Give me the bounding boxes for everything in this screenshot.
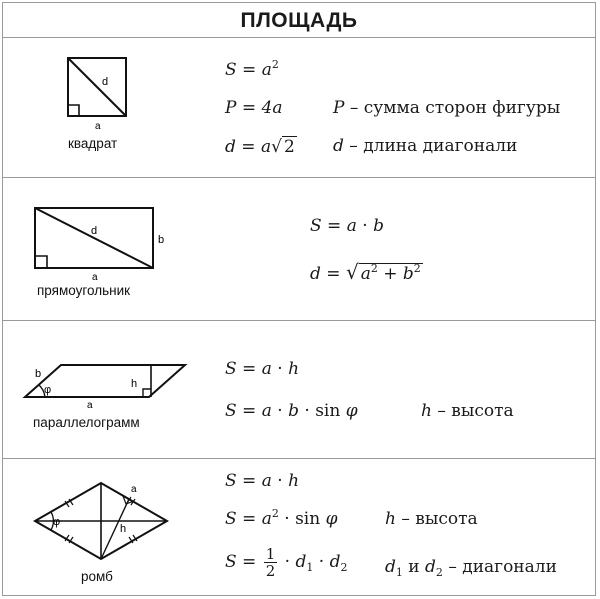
formula-square-perimeter: P = 4a: [225, 98, 283, 118]
diagonal-label: d: [102, 76, 109, 88]
height-label: h: [131, 378, 138, 390]
rectangle-diagonal: [35, 208, 153, 268]
formula-rectangle-diagonal: d = √ $a^2 + b^2$: [310, 260, 421, 284]
rhombus-figure: [29, 477, 174, 565]
side-b-label: b: [35, 368, 42, 380]
note-perimeter: P – сумма сторон фигуры: [333, 98, 561, 118]
side-label: a: [131, 484, 137, 495]
section-rectangle: [3, 177, 595, 320]
note-rhombus-height: h – высота: [385, 509, 478, 529]
right-angle-mark: [68, 105, 79, 116]
formula-square-area: $S = a^2$: [225, 58, 279, 80]
formula-parallelogram-area2: S = a · b · sin φ: [225, 401, 358, 421]
angle-label: φ: [53, 516, 61, 528]
formula-rhombus-area1: S = a · h: [225, 471, 300, 491]
right-angle-mark: [35, 256, 47, 268]
side-label: a: [95, 121, 101, 132]
diagonal-label: d: [91, 225, 98, 237]
section-rhombus: [3, 458, 595, 597]
formula-rhombus-area2: $S = a^2 \cdot \sin \varphi$: [225, 507, 338, 529]
formula-sheet: [2, 2, 596, 596]
note-parallelogram-height: h – высота: [421, 401, 514, 421]
formula-rhombus-area3: S = $\frac{1}{2}$ · $d_1 \cdot d_2$: [225, 545, 348, 580]
caption-parallelogram: параллелограмм: [33, 415, 140, 430]
note-diagonal: d – длина диагонали: [333, 136, 518, 156]
note-rhombus-diagonals: $d_1$ и $d_2$ – диагонали: [385, 557, 557, 579]
rectangle-figure: [27, 200, 177, 282]
caption-square: квадрат: [68, 136, 118, 151]
parallelogram-figure: [17, 351, 192, 411]
formula-parallelogram-area1: S = a · h: [225, 359, 300, 379]
section-parallelogram: [3, 320, 595, 458]
side-b-label: b: [158, 234, 165, 246]
side-a-label: a: [92, 272, 98, 282]
height-label: h: [120, 523, 127, 535]
formula-square-diagonal: d = a√ 2: [225, 137, 295, 157]
square-diagonal: [68, 58, 126, 116]
formula-rectangle-area: S = a · b: [310, 216, 384, 236]
square-figure: [53, 50, 133, 142]
caption-rectangle: прямоугольник: [37, 283, 131, 298]
side-a-label: a: [87, 400, 93, 411]
section-square: [3, 37, 595, 177]
caption-rhombus: ромб: [81, 569, 113, 584]
angle-label: φ: [44, 384, 52, 396]
page-title: ПЛОЩАДЬ: [240, 9, 358, 32]
